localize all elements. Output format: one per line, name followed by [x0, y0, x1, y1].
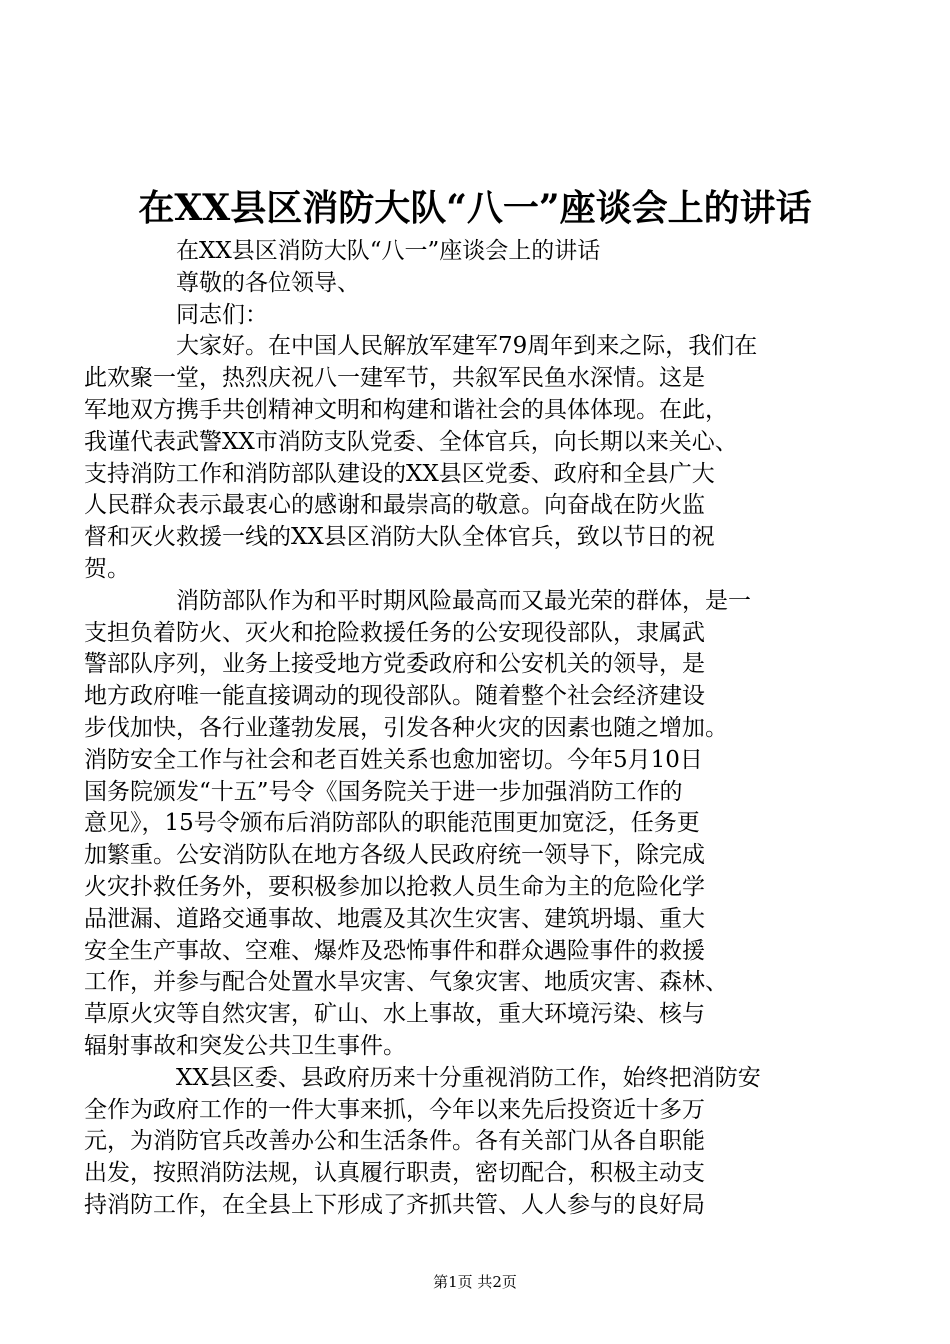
salutation-line: 尊敬的各位领导、: [176, 269, 360, 296]
text-line: 贺。: [84, 555, 130, 582]
text-line: 火灾扑救任务外，要积极参加以抢救人员生命为主的危险化学: [84, 873, 705, 900]
text-line: 全作为政府工作的一件大事来抓，今年以来先后投资近十多万: [84, 1096, 705, 1123]
text-line: 地方政府唯一能直接调动的现役部队。随着整个社会经济建设: [84, 683, 705, 710]
text-line: 军地双方携手共创精神文明和构建和谐社会的具体体现。在此，: [84, 396, 728, 423]
page-indicator: 第1页 共2页: [433, 1273, 517, 1291]
text-line: 品泄漏、道路交通事故、地震及其次生灾害、建筑坍塌、重大: [84, 905, 705, 932]
document-title: 在XX县区消防大队“八一”座谈会上的讲话: [138, 187, 812, 229]
text-line: 国务院颁发“十五”号令《国务院关于进一步加强消防工作的: [84, 778, 683, 805]
text-line: 工作，并参与配合处置水旱灾害、气象灾害、地质灾害、森林、: [84, 969, 728, 996]
text-line: 步伐加快，各行业蓬勃发展，引发各种火灾的因素也随之增加。: [84, 714, 728, 741]
paragraph: [84, 586, 840, 1063]
text-line: 警部队序列，业务上接受地方党委政府和公安机关的领导，是: [84, 651, 705, 678]
text-line: 出发，按照消防法规，认真履行职责，密切配合，积极主动支: [84, 1160, 705, 1187]
text-line: 支持消防工作和消防部队建设的XX县区党委、政府和全县广大: [84, 460, 715, 487]
salutation-line: 同志们：: [176, 301, 268, 328]
text-line: 人民群众表示最衷心的感谢和最崇高的敬意。向奋战在防火监: [84, 492, 705, 519]
paragraph: [84, 331, 840, 585]
text-line: XX县区委、县政府历来十分重视消防工作，始终把消防安: [176, 1064, 761, 1091]
text-line: 加繁重。公安消防队在地方各级人民政府统一领导下，除完成: [84, 842, 705, 869]
text-line: 意见》，15号令颁布后消防部队的职能范围更加宽泛，任务更: [84, 810, 700, 837]
text-line: 此欢聚一堂，热烈庆祝八一建军节，共叙军民鱼水深情。这是: [84, 365, 705, 392]
text-line: 大家好。在中国人民解放军建军79周年到来之际，我们在: [176, 333, 758, 360]
text-line: 辐射事故和突发公共卫生事件。: [84, 1032, 406, 1059]
text-line: 督和灭火救援一线的XX县区消防大队全体官兵，致以节日的祝: [84, 524, 715, 551]
text-line: 我谨代表武警XX市消防支队党委、全体官兵，向长期以来关心、: [84, 428, 738, 455]
text-line: 支担负着防火、灭火和抢险救援任务的公安现役部队，隶属武: [84, 619, 705, 646]
text-line: 持消防工作，在全县上下形成了齐抓共管、人人参与的良好局: [84, 1191, 705, 1218]
text-line: 消防部队作为和平时期风险最高而又最光荣的群体，是一: [176, 587, 751, 614]
subtitle-line: 在XX县区消防大队“八一”座谈会上的讲话: [176, 238, 601, 264]
text-line: 安全生产事故、空难、爆炸及恐怖事件和群众遇险事件的救援: [84, 937, 705, 964]
paragraph: [84, 1063, 840, 1222]
text-line: 草原火灾等自然灾害，矿山、水上事故，重大环境污染、核与: [84, 1001, 705, 1028]
document-body: [84, 236, 840, 1222]
text-line: 元，为消防官兵改善办公和生活条件。各有关部门从各自职能: [84, 1128, 705, 1155]
text-line: 消防安全工作与社会和老百姓关系也愈加密切。今年5月10日: [84, 746, 703, 773]
